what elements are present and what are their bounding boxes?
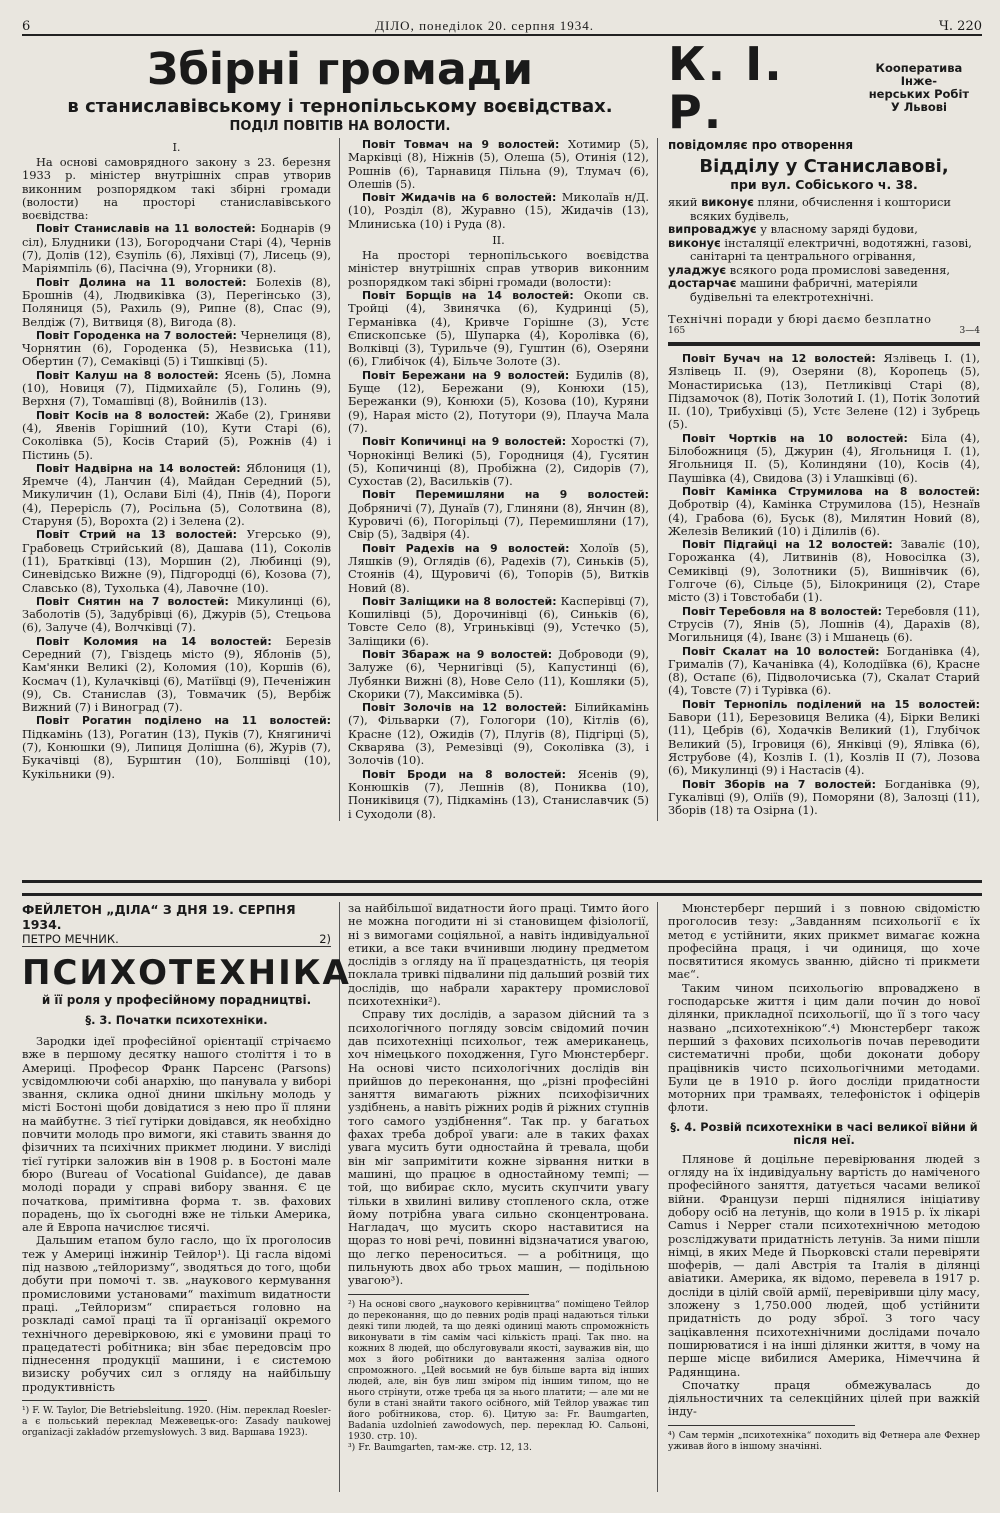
district-heading: Повіт Підгайці на 12 волостей:	[682, 538, 893, 552]
district-communes: Добротвір (4), Камінка Струмилова (15), Незнаїв (4), Грабова (6), Буськ (8), Милятин Новий (8), Железів Великий (10) і Ділилів (6).	[668, 497, 980, 538]
district-entry	[348, 768, 649, 821]
district-communes: Касперівці (7), Кошилівці (5), Дорочинівці (6), Синьків (6), Товсте Село (8), Угриньківці (9), Устечко (5), Заліщики (6).	[348, 593, 650, 648]
ad-service-line: який виконує пляни, обчислення і кошториси всяких будівель,	[668, 195, 952, 223]
footnote: ³) Fr. Baumgarten, там-же. стр. 12, 13.	[348, 1441, 532, 1453]
district-heading: Повіт Коломия на 14 волостей:	[36, 634, 272, 648]
district-communes: Жабе (2), Гриняви (4), Явенів Горішний (10), Кути Старі (6), Соколівка (5), Косів Старий (5), Рожнів (4) і Пістинь (5).	[22, 407, 332, 462]
district-entry	[348, 542, 649, 595]
district-communes: Хотимир (5), Марківці (8), Ніжнів (5), Олеша (5), Отинія (12), Рошнів (6), Тарнавиця Пільна (9), Тлумач (6), Олешів (5).	[348, 137, 649, 191]
district-heading: Повіт Калуш на 8 волостей:	[36, 368, 219, 382]
ad-footer: Технічні поради у бюрі даємо безплатно	[668, 312, 932, 326]
district-entry	[668, 485, 980, 538]
district-heading: Повіт Броди на 8 волостей:	[362, 767, 566, 781]
section-number: II.	[492, 233, 505, 248]
ad-service-line: виконує інсталяції електричні, водотяжні, газові, санітарні та центрального огрівання,	[668, 235, 972, 263]
feuilleton-paragraph: Мюнстерберг перший і з повною свідомістю проголосив тезу: „Завданням психольогії є їх метод є устійнити, яких прикмет вимагає кожна професійна праця, і чи одиниця, що хоче посвятитися якомусь званню, дійсно ті прикмети має“.	[668, 901, 980, 982]
masthead-line: ДІЛО, понеділок 20. серпня 1934.	[375, 18, 594, 33]
article-column-left	[22, 138, 340, 821]
district-entry	[348, 701, 649, 767]
district-heading: Повіт Збараж на 9 волостей:	[362, 647, 553, 661]
feuilleton-section-title: §. 3. Початки психотехніки.	[85, 1013, 268, 1027]
ad-address: при вул. Собіського ч. 38.	[730, 177, 918, 192]
district-communes: Болехів (8), Брошнів (4), Людвиківка (3), Перегінсько (3), Поляниця (5), Рахиль (9), Рипне (8), Спас (9), Велдіж (7), Витвиця (8), Вигода (8).	[22, 274, 331, 329]
district-heading: Повіт Тернопіль поділений на 15 волостей:	[682, 697, 980, 711]
district-heading: Повіт Жидачів на 6 волостей:	[362, 191, 557, 205]
district-entry	[22, 222, 331, 275]
ad-announce: повідомляє про отворення	[668, 138, 854, 152]
section-number: I.	[172, 140, 181, 154]
district-heading: Повіт Борщів на 14 волостей:	[362, 288, 574, 302]
district-entry	[22, 714, 331, 780]
district-entry	[668, 645, 980, 698]
article-subtitle: в станиславівському і тернопільському воєвідствах.	[67, 96, 613, 117]
district-entry	[348, 435, 649, 488]
district-heading: Повіт Стрий на 13 волостей:	[36, 528, 237, 542]
district-heading: Повіт Скалат на 10 волостей:	[682, 644, 880, 658]
feuilleton-paragraph: за найбільшої видатности його праці. Тимто його не можна погодити ні зі становищем фізіології, ні з вимогами соціяльної, а навіть індивідуальної етики, а все таки вчинивши людину предметом дослідів з огляду на її працездатність, ця теорія поклала тривкі підвалини під дальший розвій тих дослідів, що набрали характеру промислової психотехніки²).	[348, 901, 649, 1009]
district-communes: Яблониця (1), Яремче (4), Ланчин (4), Майдан Середний (5), Микуличин (1), Ослави Білі (4), Пнів (4), Пороги (4), Перерісль (7), Росільна (5), Солотвина (8), Старуня (5), Ворохта (2) і Зелена (2).	[22, 460, 332, 529]
district-entry	[22, 635, 331, 715]
ad-service-line: уладжує всякого рода промислові заведення,	[668, 262, 951, 277]
district-entry	[348, 488, 649, 541]
district-heading: Повіт Станиславів на 11 волостей:	[36, 222, 256, 236]
feuilleton-part: 2)	[319, 932, 331, 946]
advertisement	[668, 37, 980, 346]
feuilleton-paragraph: Плянове й доцільне перевірювання людей з огляду на їх індивідуальну вартість до наміченого професійного заняття, датується часами великої війни. Французи перші піднялися ініціативу добору осіб на летунів, що коли в 1915 р. їх лікарі Camus і Nepper стали психотехнічною методою розсліджувати придатність летунів. За ними пішли німці, в яких Меде й Пьорковскі стали перевіряти шоферів, — далі Австрія та Італія в ділянці авіатики. Америка, як відомо, перевела в 1917 р. досліди в цілій своїй армії, перевіривши цілу масу, зложену з 1,750.000 людей, щоб устійнити придатність до роду зброї. З того часу зацікавлення психотехнічними дослідами почало поширюватися і на інші ділянки життя, в чому на перше місце вибилися Америка, Німеччина й Радянщина.	[668, 1151, 980, 1379]
district-entry	[348, 595, 649, 648]
district-communes: Заваліє (10), Горожанка (4), Литвинів (8), Новосілка (3), Семиківці (9), Золотники (5), Вишнівчик (6), Голгоче (6), Сільце (5), Білокриниця (2), Старе місто (3) і Товстобаби (1).	[668, 537, 980, 605]
district-communes: Бавори (11), Березовиця Велика (4), Бірки Великі (11), Цебрів (6), Ходачків Великий (1), Глубічок Великий (5), Ігровиця (6), Янківці (9), Ялівка (6), Яструбове (4), Козлів І. (1), Козлів ІІ (7), Лозова (6), Микулинці (9) і Настасів (4).	[668, 710, 980, 778]
district-heading: Повіт Надвірна на 14 волостей:	[36, 461, 241, 475]
top-section	[22, 37, 982, 870]
feuilleton-paragraph: Спочатку праця обмежувалась до діяльностичних та селекційних цілей при важкій інду-	[668, 1377, 980, 1419]
footnote: ¹) F. W. Taylor, Die Betriebsleitung. 1920. (Нім. переклад Roesler-а є польський переклад Межевецьк-ого: Zasady naukowej organizacji zakładów przemysłowych. 3 вид. Варшава 1923).	[22, 1405, 331, 1439]
district-communes: Будилів (8), Буще (12), Бережани (9), Конюхи (15), Бережанки (9), Конюхи (5), Козова (10), Куряни (9), Нарая місто (2), Потутори (9), Плауча Мала (7).	[348, 367, 649, 435]
district-communes: Березів Середний (7), Гвіздець місто (9), Яблонів (5), Кам'янки Великі (2), Коломия (10), Коршів (6), Космач (1), Кулачківці (6), Матіївці (9), Печеніжин (9), Св. Станислав (3), Товмачик (5), Вербіж Вижний (7) і Виноград (7).	[22, 633, 331, 715]
district-heading: Повіт Теребовля на 8 волостей:	[682, 604, 882, 618]
district-entry	[22, 276, 331, 329]
district-entry	[668, 432, 980, 485]
district-entry	[668, 538, 980, 604]
district-communes: Біла (4), Білобожниця (5), Джурин (4), Ягольниця І. (1), Ягольниця ІІ. (5), Колиндяни (10), Косів (4), Паушівка (4), Свидова (3) і Улашківці (6).	[668, 430, 980, 485]
feuilleton-paragraph: Дальшим етапом було гасло, що їх проголосив теж у Америці інжинір Тейлор¹). Ці гасла відомі під назвою „тейлоризму“, зводяться до того, щоби добути при помочі т. зв. „наукового кермування промисловими установами“ maximum видатности праці. „Тейлоризм“ спирається головно на розкладі самої праці та її організації окремого технічного деревірковою, які є умовини праці то працедатесті робітника; він збає передовсім про піднесення продукції машини, і є системою визиску робучих сил з огляду на найбільшу продуктивність	[22, 1233, 331, 1394]
district-list-middle-a	[348, 138, 649, 231]
district-heading: Повіт Долина на 11 волостей:	[36, 275, 247, 289]
district-entry	[668, 698, 980, 778]
district-heading: Повіт Заліщики на 8 волостей:	[362, 594, 557, 608]
district-communes: Підкамінь (13), Рогатин (13), Пуків (7), Княгиничі (7), Конюшки (9), Липиця Долішна (6), Журів (7), Букачівці (8), Бурштин (10), Болшівці (10), Кукільники (9).	[22, 726, 331, 781]
district-communes: Холоїв (5), Ляшків (9), Оглядів (6), Радехів (7), Синьків (5), Стоянів (4), Щуровичі (6), Топорів (5), Витків Новий (8).	[348, 540, 649, 595]
district-heading: Повіт Косів на 8 волостей:	[36, 408, 210, 422]
district-heading: Повіт Товмач на 9 волостей:	[362, 138, 560, 151]
feuilleton-paragraph: Справу тих дослідів, а заразом дійсний та з психологічного погляду зовсім свідомий почин дав психотехніці психольог, теж американець, хоч німецького походження, Гуго Мюнстерберг. На основі чисто психологічних дослідів він прийшов до переконання, що „різні професійні заняття вимагають ріжних психофізичних уздібнень, а навіть ріжних родів й ріжних ступнів того самого уздібнення“. Так пр. у багатьох фахах треба доброї уваги: але в таких фахах увага мусить бути одностайна й тревала, щоби він міг запримітити кожне зірвання нитки в машині, що працює в одностайному темпі; — той, що вибирає скло, мусить скупчити увагу тільки в хвилині виливу стопленого скла, отже йому потрібна увага сильно сконцентрована. Нагладач, що мусить скоро наставитися на щораз то нові речі, повинні відзначатися увагою, що легко переноситься. — а робітниця, що пильнують двох або трьох машин, — подільною увагою³).	[348, 1007, 649, 1288]
district-communes: Боднарів (9 сіл), Блудники (13), Богородчани Старі (4), Чернів (7), Долів (12), Єзупіль (6), Ляхівці (7), Лисець (9), Маріямпіль (6), Пасічна (9), Угорники (8).	[22, 221, 331, 276]
district-entry	[22, 409, 331, 462]
feuilleton-subtitle: й її роля у професійному порадництві.	[41, 993, 312, 1007]
district-heading: Повіт Городенка на 7 волостей:	[36, 328, 237, 342]
feuilleton-section-title: §. 4. Розвій психотехніки в часі великої війни й після неї.	[670, 1120, 978, 1147]
feuilleton-column-2	[340, 902, 658, 1492]
footnote: ²) На основі свого „наукового керівництва“ поміщено Тейлор до переконання, що до певних родів праці надаються тільки деякі типи людей, та що деякі одиниці мають спроможність виконувати в тім самім часі кількість праці. Так пно. на кожних 8 людей, що обслуговували якості, зауважив він, що мох з його робітники до вантаження заліза одного спроможного. „Цей восьмий не був більше варта від інших людей, але, він був лиш зміром під іншим типом, що не нього стрінути, отже треба ця за нього платити; — але ми не були в стані знайти такого осібного, мій Тейлор уважає тип його робітникова, стор. 6). Цитую за: Fr. Baumgarten, Badania uzdolnień zawodowych, пер. переклад Ю. Сальоні, 1930. стр. 10).	[348, 1298, 649, 1442]
district-heading: Повіт Золочів на 12 волостей:	[362, 701, 567, 715]
district-entry	[22, 528, 331, 594]
district-list-middle-b	[348, 289, 649, 821]
article-block	[22, 40, 658, 870]
feuilleton-author: ПЕТРО МЕЧНИК.	[22, 932, 119, 946]
district-heading: Повіт Снятин на 7 волостей:	[36, 594, 229, 608]
district-heading: Повіт Зборів на 7 волостей:	[682, 777, 876, 791]
district-heading: Повіт Камінка Струмилова на 8 волостей:	[682, 484, 980, 498]
district-heading: Повіт Перемишляни на 9 волостей:	[362, 488, 649, 502]
feuilleton-header: ФЕЙЛЕТОН „ДІЛА“ З ДНЯ 19. СЕРПНЯ 1934.	[22, 902, 296, 932]
district-communes: Теребовля (11), Струсів (7), Янів (5), Лошнів (4), Дарахів (8), Могильниця (4), Іванє (3) і Мшанець (6).	[668, 603, 980, 645]
district-entry	[348, 369, 649, 435]
page-number: 6	[22, 19, 31, 34]
district-entry	[348, 191, 649, 231]
district-communes: Угерсько (9), Грабовець Стрийський (8), Дашава (11), Соколів (11), Братківці (13), Моршин (2), Любинці (9), Синевідсько Вижне (9), Підгородці (6), Козова (7), Славсько (8), Тухолька (4), Лавочне (10).	[22, 527, 331, 595]
article-column-middle	[340, 138, 658, 821]
district-communes: Хоросткі (7), Чорнокінці Великі (5), Городниця (4), Гусятин (5), Копичинці (8), Пробіжна (2), Сидорів (7), Сухостав (2), Васильків (7).	[348, 434, 649, 489]
feuilleton-title: ПСИХОТЕХНІКА	[22, 953, 351, 993]
district-entry	[22, 369, 331, 409]
district-heading: Повіт Радехів на 9 волостей:	[362, 541, 570, 555]
feuilleton-paragraph: Таким чином психольогію впроваджено в господарське життя і цим дали почин до нової ділянки, прикладної психольогії, що її з того часу названо „психотехнікою“.⁴) Мюнстерберг також перший з фахових психольогів почав переводити систематичні проби, щоби доконати добору працівників чисто психольогічними методами. Були це в 1910 р. його досліди придатности моторних при трамваях, телефоністок і офіцерів флоти.	[668, 980, 980, 1115]
district-list-left	[22, 222, 331, 780]
right-column	[658, 37, 980, 870]
district-communes: Ясенів (9), Конюшків (7), Лешнів (8), Пониква (10), Пониківиця (7), Підкамінь (13), Станиславчик (5) і Суходоли (8).	[348, 766, 650, 821]
district-entry	[22, 462, 331, 528]
district-communes: Ясень (5), Ломна (10), Новиця (7), Підмихайлє (5), Голинь (9), Верхня (7), Томашівці (8), Войнилів (13).	[22, 367, 331, 409]
district-heading: Повіт Бучач на 12 волостей:	[682, 352, 876, 365]
district-communes: Язлівець І. (1), Язлівець ІІ. (9), Озеряни (8), Коропець (5), Монастириська (13), Петликівці Старі (8), Підзамочок (8), Потік Золотий І. (1), Потік Золотий ІІ. (10), Трибухівці (5), Устє Зелене (12) і Зубрець (5).	[668, 351, 980, 432]
ad-code-right: 3—4	[959, 326, 980, 336]
district-entry	[22, 329, 331, 369]
ad-code-left: 165	[668, 326, 686, 336]
district-heading: Повіт Копичинці на 9 волостей:	[362, 435, 567, 449]
issue-number: Ч. 220	[938, 19, 982, 34]
district-entry	[668, 778, 980, 818]
footnote: ⁴) Сам термін „психотехніка“ походить від Фетнера але Фехнер уживав його в іншому значінні.	[668, 1429, 980, 1452]
district-entry	[668, 605, 980, 645]
district-entry	[348, 648, 649, 701]
district-communes: Богданівка (9), Гукалівці (9), Оліїв (9), Поморяни (8), Залозці (11), Зборів (18) та Озірна (1).	[668, 776, 980, 818]
article-title: Збірні громади	[146, 44, 534, 95]
district-communes: Миколаїв н/Д. (10), Розділ (8), Журавно (15), Жидачів (13), Млиниська (10) і Руда (8).	[348, 190, 649, 231]
district-heading: Повіт Чортків на 10 волостей:	[682, 431, 908, 445]
ad-logo-text: К. І. Р.	[668, 37, 784, 139]
district-entry	[668, 352, 980, 432]
district-communes: Богданівка (4), Грималів (7), Качанівка (4), Колодіївка (6), Красне (8), Остапє (6), Підволочиська (7), Скалат Старий (4), Товсте (7) і Турівка (6).	[668, 643, 980, 698]
district-list-right	[668, 352, 980, 817]
feuilleton-section	[22, 902, 982, 1492]
district-entry	[348, 289, 649, 369]
district-communes: Чернелиця (8), Чорнятин (6), Городенка (5), Незвиська (11), Обертин (7), Семаківці (5) і Тишківці (5).	[22, 327, 331, 369]
ad-service-line: достарчає машини фабричні, матеріяли будівельні та електротехнічні.	[668, 276, 918, 304]
section-divider	[22, 880, 982, 896]
district-communes: Добряничі (7), Дунаїв (7), Глиняни (8), Янчин (8), Куровичі (6), Погорільці (7), Перемишляни (17), Свір (5), Задвіря (4).	[348, 500, 649, 542]
ad-service-line: випроваджує у власному заряді будови,	[668, 222, 918, 236]
district-communes: Білийкамінь (7), Фільварки (7), Гологори (10), Кітлів (6), Красне (12), Ожидів (7), Плугів (8), Підгірці (5), Скварява (3), Ремезівці (9), Соколівка (3), і Золочів (10).	[348, 700, 649, 768]
ad-services	[668, 196, 980, 304]
district-heading: Повіт Рогатин поділено на 11 волостей:	[36, 714, 331, 728]
feuilleton-column-1	[22, 902, 351, 1492]
intro-paragraph: На основі самоврядного закону з 23. березня 1933 р. міністер внутрішніх справ утворив виконним розпорядком такі збірні громади (волости) на просторі станиславівського воєвідства:	[22, 155, 331, 223]
article-subheading: ПОДІЛ ПОВІТІВ НА ВОЛОСТИ.	[229, 119, 451, 134]
district-entry	[22, 595, 331, 635]
running-head	[22, 10, 982, 36]
district-entry	[348, 138, 649, 191]
intro-paragraph-2: На просторі тернопільського воєвідства міністер внутрішніх справ утворив виконним розпорядком такі збірні громади (волости):	[348, 248, 649, 289]
feuilleton-paragraph: Зародки ідеї професійної орієнтації стрічаємо вже в першому десятку нашого століття і то в Америці. Професор Франк Парсенс (Parsons) усвідомлюючи собі анархію, що панувала у виборі звання, склика одної днини шкільну молодь у місті Бостоні щоби довідатися з нею про її пляни на майбутнє. З тієї гутірки довідався, як необхідно повчити молодь про вимоги, які ставить звання до фізичних та психічних прикмет людини. У висліді тієї гутірки заложив він в 1908 р. в Бостоні мале бюро (Bureau of Vocational Guidance), де давав молоді поради у справі вибору звання. Є це початкова, примітивна форма т. зв. фахових порадень, що їх сьогодні вже не тільки Америка, але й Европа начислює тисячі.	[22, 1034, 331, 1235]
feuilleton-column-3	[658, 902, 980, 1492]
ad-heading: Відділу у Станиславові,	[699, 156, 949, 177]
district-communes: Окопи св. Тройці (4), Звинячка (6), Кудринці (5), Германівка (4), Кривче Горішне (3), Устє Єпископське (5), Шупарка (4), Королівка (6), Волківці (3), Турильче (9), Гуштин (6), Озеряни (6), Глибічок (4), Більче Золоте (3).	[348, 287, 649, 369]
district-heading: Повіт Бережани на 9 волостей:	[362, 368, 570, 382]
ad-company-name: Кооператива Інже- нерських Робіт У Львові	[868, 61, 970, 114]
district-communes: Доброводи (9), Залуже (6), Чернигівці (5), Капустинці (6), Лубянки Вижні (8), Нове Село (11), Кошляки (5), Скорики (7), Максимівка (5).	[348, 646, 649, 701]
district-communes: Микулинці (6), Заболотів (5), Задубрівці (6), Джурів (5), Стецьова (6), Залуче (4), Волчківці (7).	[22, 593, 332, 635]
